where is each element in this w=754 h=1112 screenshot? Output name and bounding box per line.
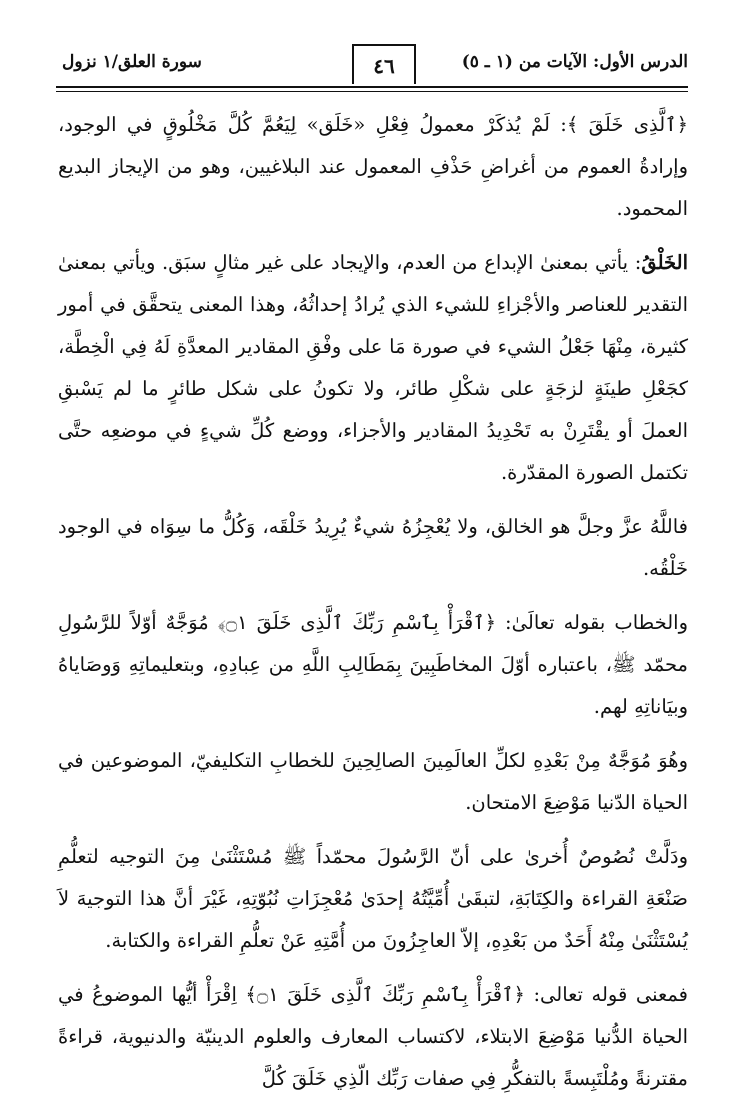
paragraph-text: ﴿ٱلَّذِى خَلَقَ ﴾: لَمْ يُذكَرْ معمولُ فِعْلِ «خَلَق» لِيَعُمَّ كُلَّ مَخْلُوقٍ في الوجود، وإرادةُ العموم من أغراضِ حَذْفِ المعمول عند البلاغيين، وهو من الإيجاز البديع المحمود. bbox=[58, 113, 688, 220]
paragraph-text: فاللَّهُ عزَّ وجلَّ هو الخالق، ولا يُعْجِزُهُ شيءٌ يُرِيدُ خَلْقَه، وَكُلُّ ما سِوَاه في الوجود خَلْقُه. bbox=[58, 515, 688, 580]
paragraph bbox=[58, 506, 688, 590]
paragraph bbox=[58, 104, 688, 230]
paragraph-text: ودَلَّتْ نُصُوصٌ أُخرىٰ على أنّ الرَّسُولَ محمّداً ﷺ مُسْتَثْنَىٰ مِنَ التوجيه لتعلُّمِ صَنْعَةِ القراءة والكِتَابَةِ، لتبقَىٰ أُمِّيَّتُهُ إحدَىٰ مُعْجِزَاتِ نُبُوّتِهِ، غَيْرَ أنَّ هذا التوجيهَ لاَ يُسْتَثْنَىٰ مِنْهُ أَحَدٌ من بَعْدِهِ، إلاّ العاجِزُونَ من أُمَّتِهِ عَنْ تعلُّمِ القراءة والكتابة. bbox=[58, 845, 688, 952]
paragraph bbox=[58, 242, 688, 494]
paragraph-text: : يأتي بمعنىٰ الإبداع من العدم، والإيجاد على غير مثالٍ سبَق. ويأتي بمعنىٰ التقدير للعناصر والأجْزاءِ للشيء الذي يُرادُ إحداثُهُ، وهذا المعنى يتحقَّق في أمور كثيرة، مِنْهَا جَعْلُ الشيء في صورة مَا على وفْقِ المقادير المعدَّةِ لَهُ فِي الْخِطَّة، كجَعْلِ طينَةٍ لزجَةٍ على شكْلِ طائر، ولا تكونُ على شكل طائرٍ ما لم يَسْبقِ العملَ أو يقْتَرِنْ به تَحْدِيدُ المقادير والأجزاء، ووضع كُلِّ شيءٍ في موضعِه حتَّى تكتمل الصورة المقدّرة. bbox=[58, 251, 688, 484]
paragraph-text: وهُوَ مُوَجَّهٌ مِنْ بَعْدِهِ لكلِّ العالَمِينَ الصالِحِينَ للخطابِ التكليفيّ، الموضوعين في الحياة الدّنيا مَوْضِعَ الامتحان. bbox=[58, 749, 688, 814]
page-body bbox=[58, 104, 688, 1112]
page-number: ٤٦ bbox=[352, 44, 416, 84]
header-divider bbox=[56, 86, 688, 88]
paragraph bbox=[58, 740, 688, 824]
header-divider-thin bbox=[56, 91, 688, 92]
lesson-title: الدرس الأول: الآيات من (١ ـ ٥) bbox=[461, 52, 688, 72]
page-header bbox=[56, 42, 688, 88]
surah-label: سورة العلق/١ نزول bbox=[62, 52, 202, 72]
paragraph-text: فمعنى قوله تعالى: ﴿ٱقْرَأْ بِٱسْمِ رَبِّكَ ٱلَّذِى خَلَقَ ۝١﴾ اِقْرَأْ أيُّها الموضوعُ في الحياة الدُّنيا مَوْضِعَ الابتلاء، لاكتساب المعارف والعلوم الدينيّة والدنيوية، قراءةً مقترنةً ومُلْتَبِسةً بالتفكُّرِ فِي صفات رَبِّك الّذِي خَلَقَ كُلَّ bbox=[58, 983, 688, 1090]
paragraph bbox=[58, 602, 688, 728]
paragraph bbox=[58, 836, 688, 962]
paragraph bbox=[58, 974, 688, 1100]
paragraph-text: والخطاب بقوله تعالَىٰ: ﴿ٱقْرَأْ بِٱسْمِ رَبِّكَ ٱلَّذِى خَلَقَ ۝١﴾ مُوَجَّهٌ أوّلاً للرَّسُولِ محمّد ﷺ، باعتباره أوّلَ المخاطَبِينَ بِمَطَالِبِ اللَّهِ من عِبادِهِ، وبتعليماتِهِ وَوصَاياهُ وبيَاناتِهِ لهم. bbox=[58, 611, 688, 718]
defined-term: الخَلْقُ bbox=[641, 251, 688, 274]
